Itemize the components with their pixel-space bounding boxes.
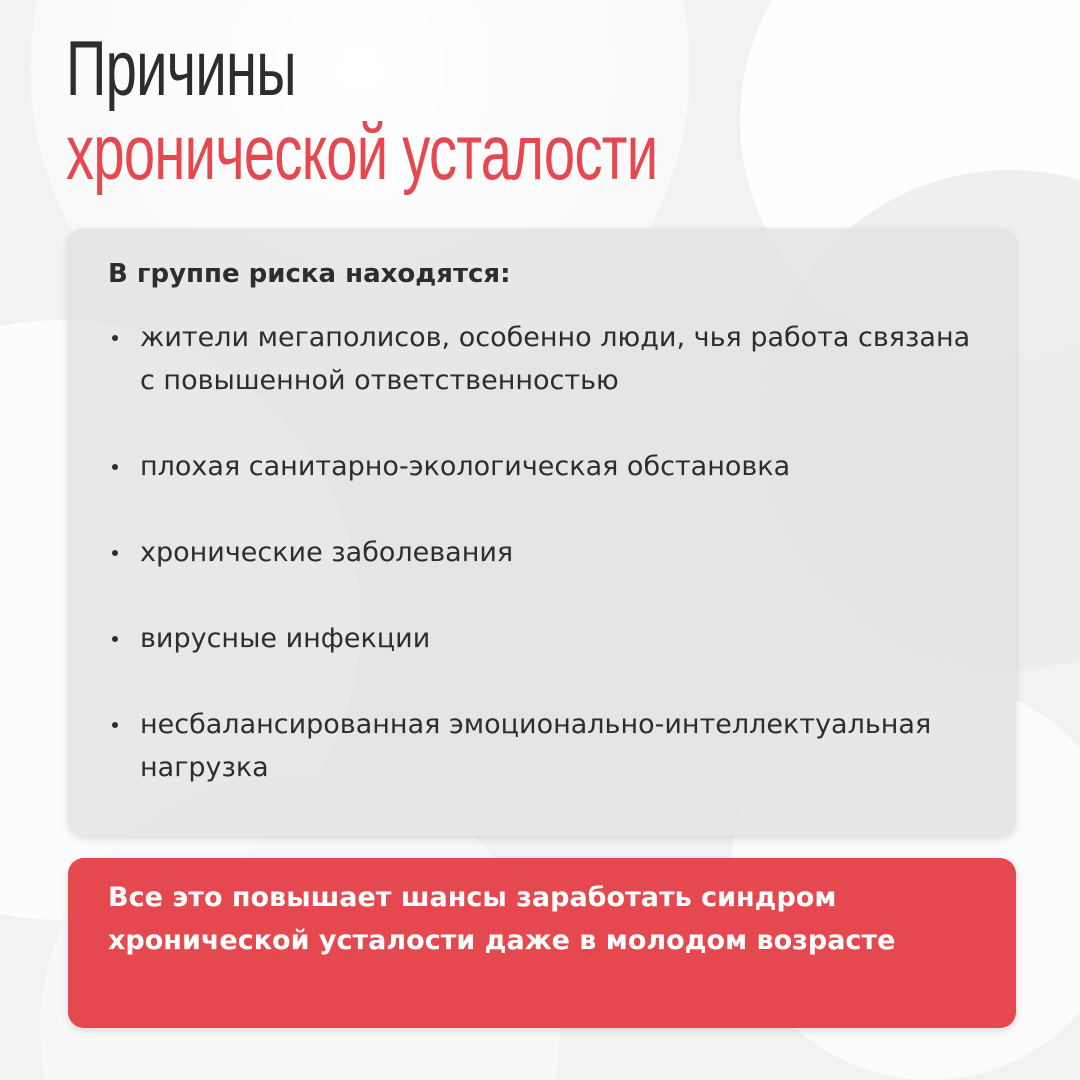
bullet-dot-icon — [112, 636, 118, 642]
risk-item-text: вирусные инфекции — [140, 623, 431, 654]
bullet-dot-icon — [112, 722, 118, 728]
conclusion-card — [68, 858, 1016, 1028]
risk-item-text: несбалансированная эмоционально-интеллектуальная нагрузка — [140, 709, 932, 783]
title-line-1: Причины — [66, 24, 296, 112]
bullet-dot-icon — [112, 550, 118, 556]
risk-item-text: жители мегаполисов, особенно люди, чья работа связана с повышенной ответственностью — [140, 322, 971, 396]
bullet-dot-icon — [112, 335, 118, 341]
list-item — [108, 703, 972, 789]
risk-group-card — [68, 228, 1016, 836]
risk-item-text: хронические заболевания — [140, 537, 514, 568]
list-item — [108, 531, 972, 574]
list-item — [108, 316, 972, 402]
risk-group-heading: В группе риска находятся: — [108, 259, 511, 289]
bullet-dot-icon — [112, 464, 118, 470]
list-item — [108, 445, 972, 488]
list-item — [108, 617, 972, 660]
risk-group-list — [108, 316, 972, 789]
title-line-2: хронической усталости — [66, 108, 658, 196]
page-title — [66, 26, 887, 194]
risk-item-text: плохая санитарно-экологическая обстановка — [140, 451, 791, 482]
conclusion-text: Все это повышает шансы заработать синдром хронической усталости даже в молодом возрасте — [108, 882, 896, 956]
